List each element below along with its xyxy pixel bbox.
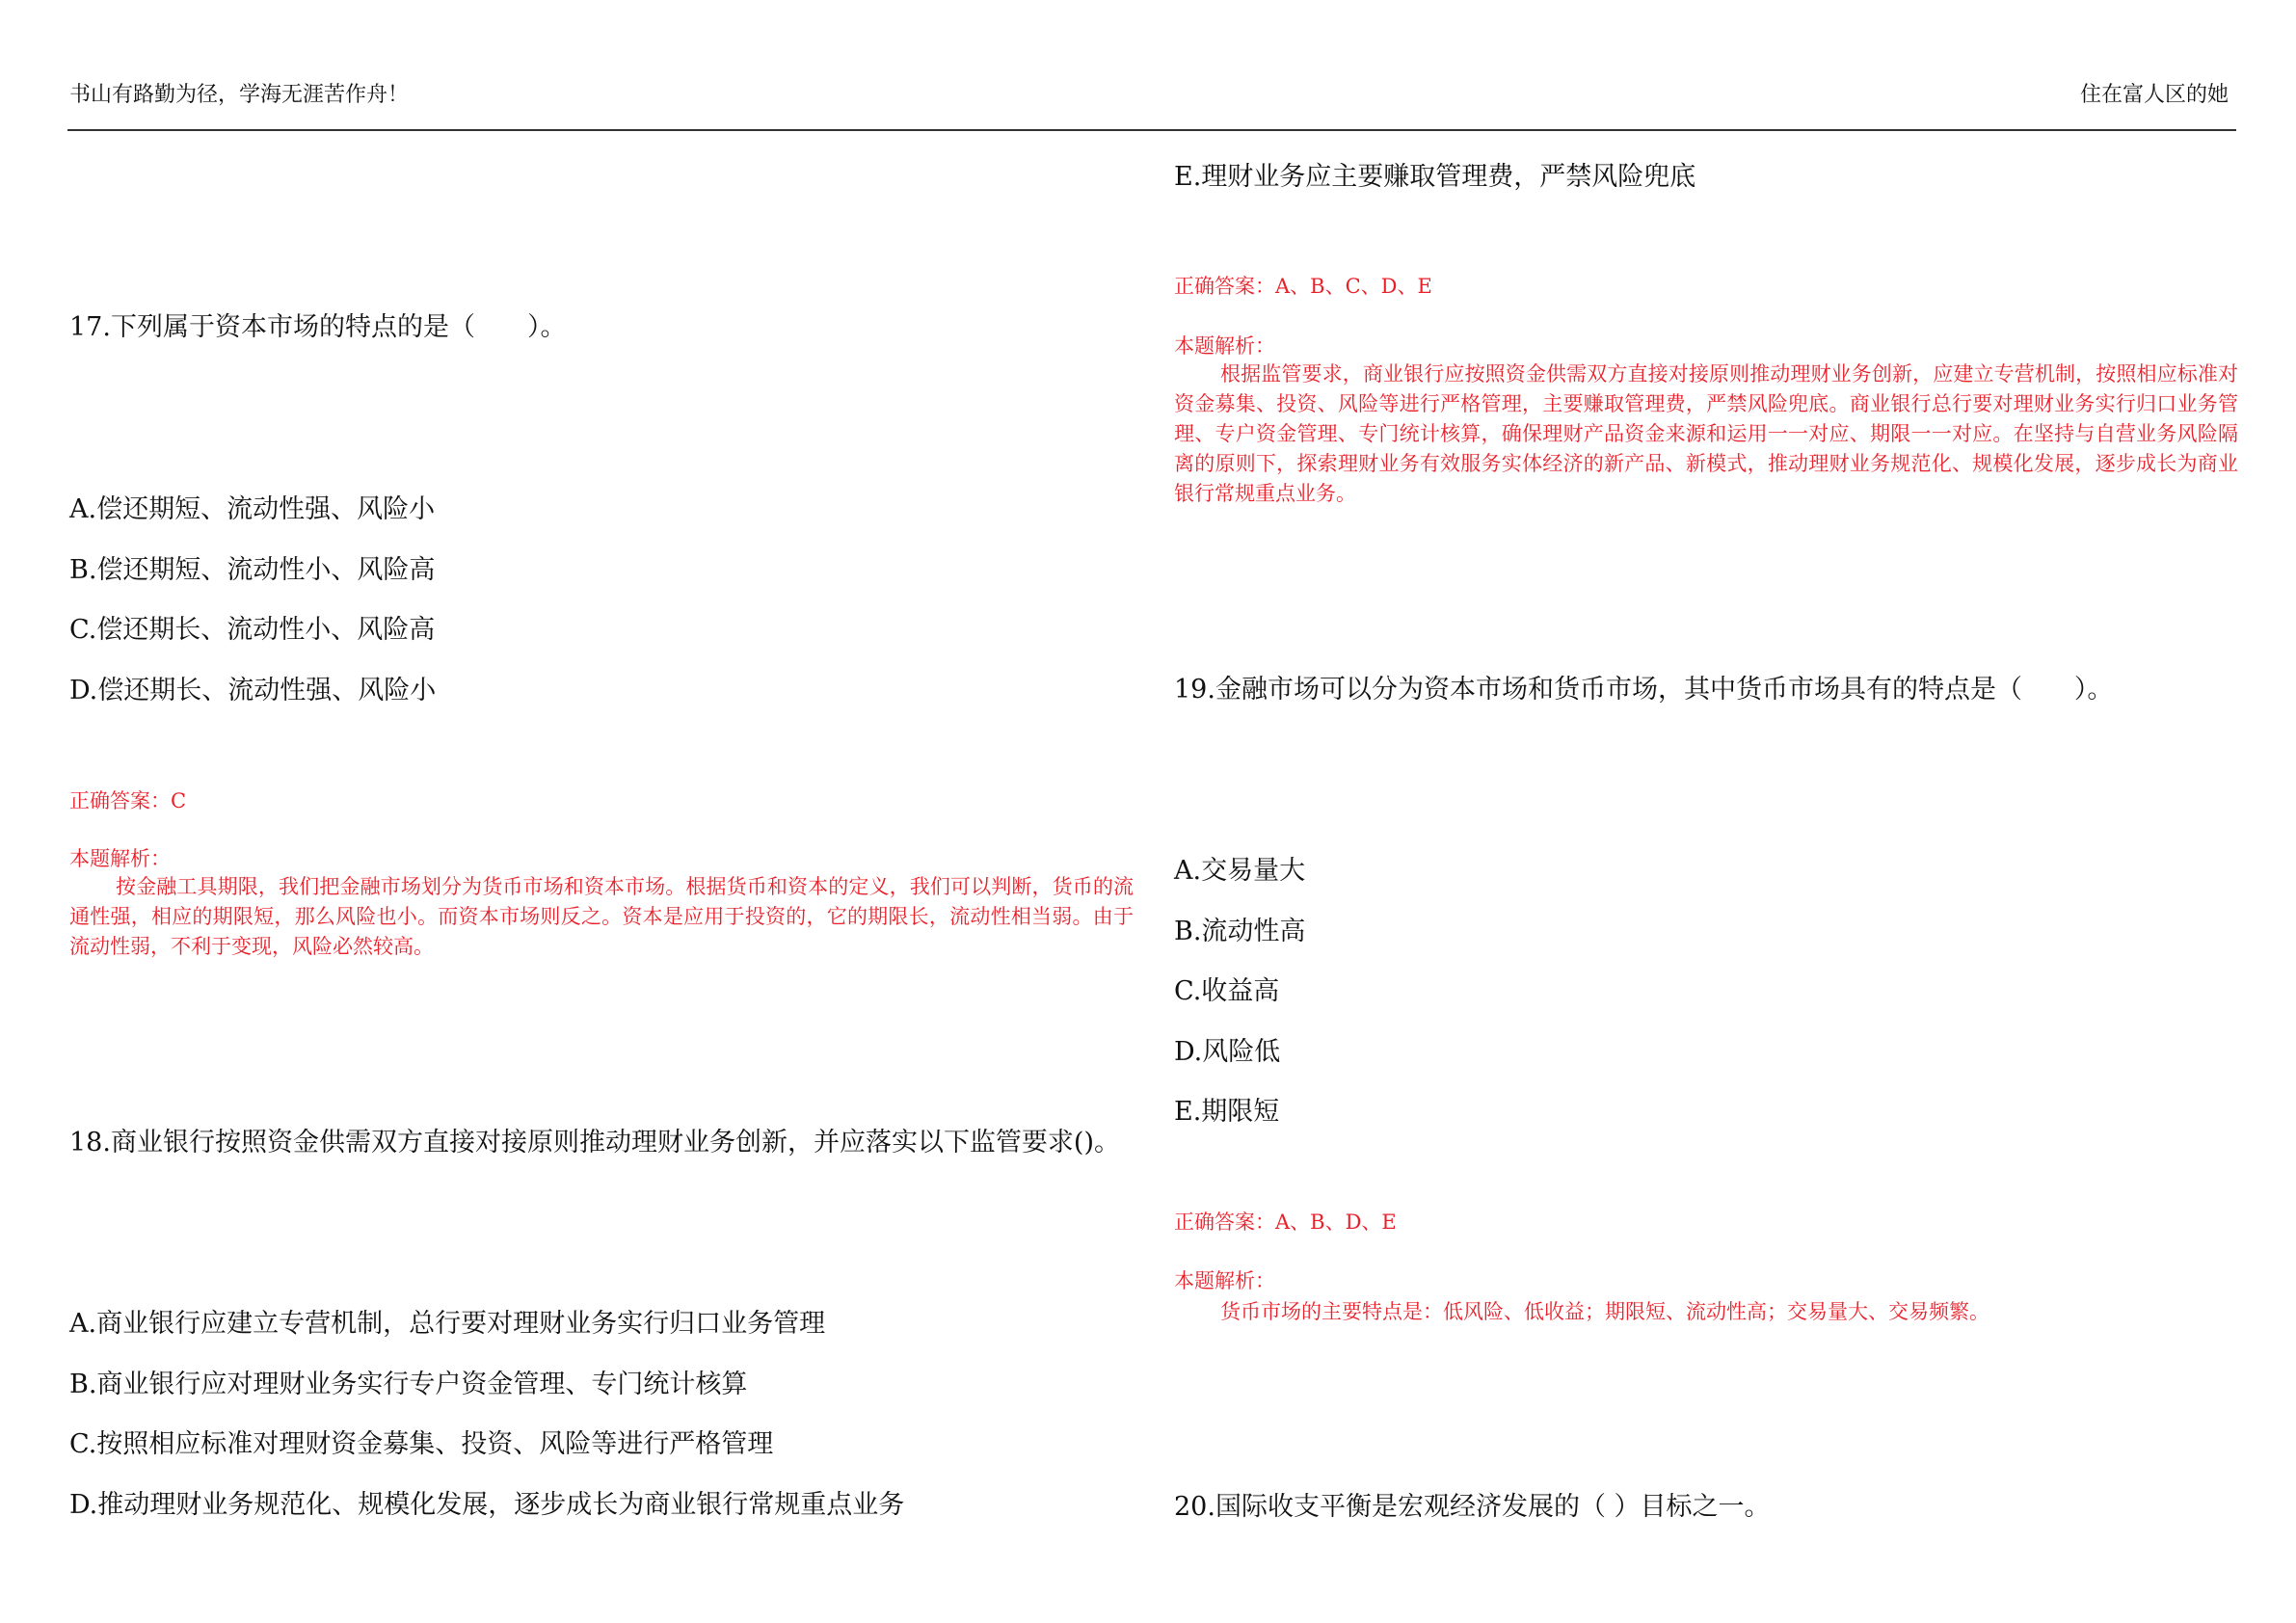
- q17-option-a: A.偿还期短、流动性强、风险小: [69, 494, 436, 524]
- header-motto: 书山有路勤为径，学海无涯苦作舟！: [69, 83, 410, 107]
- q19-analysis: 货币市场的主要特点是：低风险、低收益；期限短、流动性高；交易量大、交易频繁。: [1220, 1300, 1989, 1323]
- q17-option-c: C.偿还期长、流动性小、风险高: [69, 615, 436, 645]
- q17-analysis-label: 本题解析：: [69, 847, 171, 870]
- q19-stem: 19.金融市场可以分为资本市场和货币市场，其中货币市场具有的特点是（ ）。: [1174, 675, 2114, 705]
- q18-option-b: B.商业银行应对理财业务实行专户资金管理、专门统计核算: [69, 1370, 748, 1399]
- q18-option-d: D.推动理财业务规范化、规模化发展，逐步成长为商业银行常规重点业务: [69, 1490, 905, 1520]
- header-author: 住在富人区的她: [2079, 83, 2229, 107]
- q18-answer: 正确答案：A、B、C、D、E: [1174, 275, 1432, 298]
- q17-stem: 17.下列属于资本市场的特点的是（ ）。: [69, 312, 567, 342]
- q19-answer: 正确答案：A、B、D、E: [1174, 1211, 1397, 1234]
- header-divider: [67, 129, 2236, 131]
- q19-option-e: E.期限短: [1174, 1097, 1280, 1127]
- q20-stem: 20.国际收支平衡是宏观经济发展的（ ）目标之一。: [1174, 1492, 1771, 1522]
- q19-analysis-label: 本题解析：: [1174, 1269, 1275, 1292]
- q18-analysis-label: 本题解析：: [1174, 334, 1275, 358]
- q17-analysis: 按金融工具期限，我们把金融市场划分为货币市场和资本市场。根据货币和资本的定义，我们可以判断，货币的流通性强，相应的期限短，那么风险也小。而资本市场则反之。资本是应用于投资的，它的期限长，流动性相当弱。由于流动性弱，不利于变现，风险必然较高。: [69, 875, 1134, 958]
- q18-stem: 18.商业银行按照资金供需双方直接对接原则推动理财业务创新，并应落实以下监管要求()。: [69, 1128, 1121, 1157]
- q17-option-b: B.偿还期短、流动性小、风险高: [69, 555, 436, 585]
- q18-option-a: A.商业银行应建立专营机制，总行要对理财业务实行归口业务管理: [69, 1309, 826, 1339]
- q19-option-b: B.流动性高: [1174, 917, 1306, 946]
- q18-analysis: 根据监管要求，商业银行应按照资金供需双方直接对接原则推动理财业务创新，应建立专营机制，按照相应标准对资金募集、投资、风险等进行严格管理，主要赚取管理费，严禁风险兜底。商业银行总行要对理财业务实行归口业务管理、专户资金管理、专门统计核算，确保理财产品资金来源和运用一一对应、期限一一对应。在坚持与自营业务风险隔离的原则下，探索理财业务有效服务实体经济的新产品、新模式，推动理财业务规范化、规模化发展，逐步成长为商业银行常规重点业务。: [1174, 362, 2238, 505]
- q17-option-d: D.偿还期长、流动性强、风险小: [69, 676, 437, 705]
- q19-option-a: A.交易量大: [1174, 856, 1306, 886]
- q19-option-c: C.收益高: [1174, 976, 1280, 1006]
- q19-option-d: D.风险低: [1174, 1037, 1281, 1067]
- q17-answer: 正确答案：C: [69, 789, 187, 812]
- q18-option-c: C.按照相应标准对理财资金募集、投资、风险等进行严格管理: [69, 1429, 774, 1459]
- q18-option-e: E.理财业务应主要赚取管理费，严禁风险兜底: [1174, 162, 1696, 192]
